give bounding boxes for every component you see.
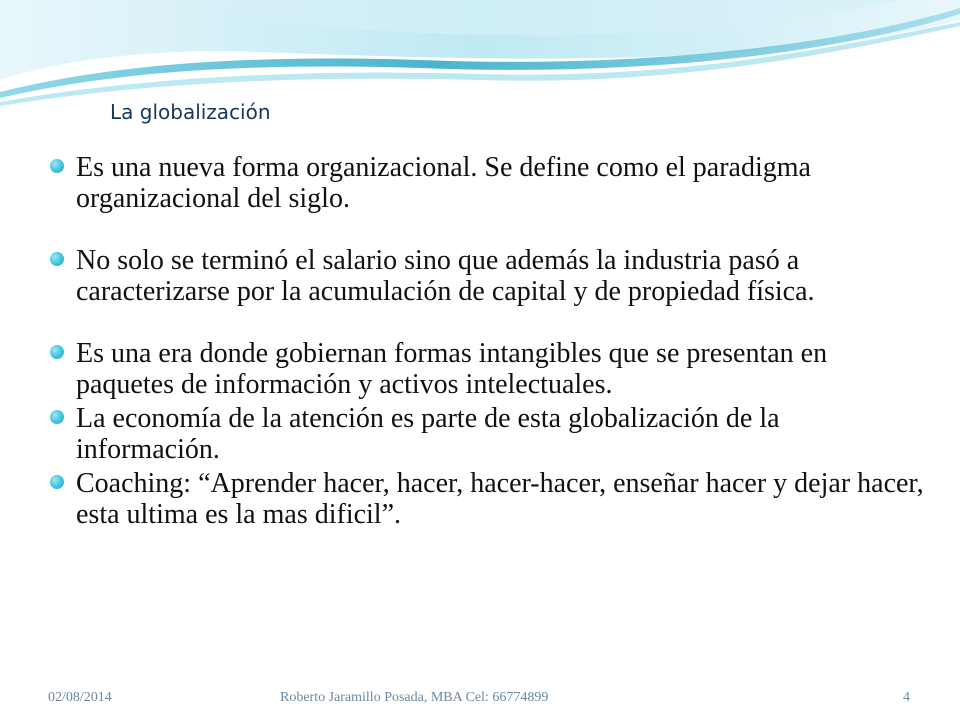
bullet-item (48, 152, 928, 214)
bullet-text: La economía de la atención es parte de esta globalización de la información. (76, 403, 780, 465)
bullet-icon (50, 252, 64, 266)
footer-page-number: 4 (903, 690, 910, 705)
footer-date: 02/08/2014 (48, 690, 112, 705)
bullet-text: No solo se terminó el salario sino que además la industria pasó a caracterizarse por la acumulación de capital y de propiedad física. (76, 245, 815, 307)
bullet-text: Es una nueva forma organizacional. Se define como el paradigma organizacional del siglo. (76, 152, 811, 214)
bullet-item (48, 468, 928, 530)
bullet-icon (50, 345, 64, 359)
bullet-icon (50, 475, 64, 489)
slide-title: La globalización (110, 100, 271, 124)
bullet-text: Coaching: “Aprender hacer, hacer, hacer-hacer, enseñar hacer y dejar hacer, esta ultima es la mas dificil”. (76, 468, 924, 530)
bullet-icon (50, 410, 64, 424)
bullet-list (48, 152, 928, 530)
bullet-icon (50, 159, 64, 173)
bullet-item (48, 403, 928, 465)
bullet-item (48, 245, 928, 307)
bullet-text: Es una era donde gobiernan formas intangibles que se presentan en paquetes de información y activos intelectuales. (76, 338, 828, 400)
header-wave-decoration (0, 0, 960, 110)
footer-author: Roberto Jaramillo Posada, MBA Cel: 66774899 (280, 690, 549, 705)
bullet-item (48, 338, 928, 400)
